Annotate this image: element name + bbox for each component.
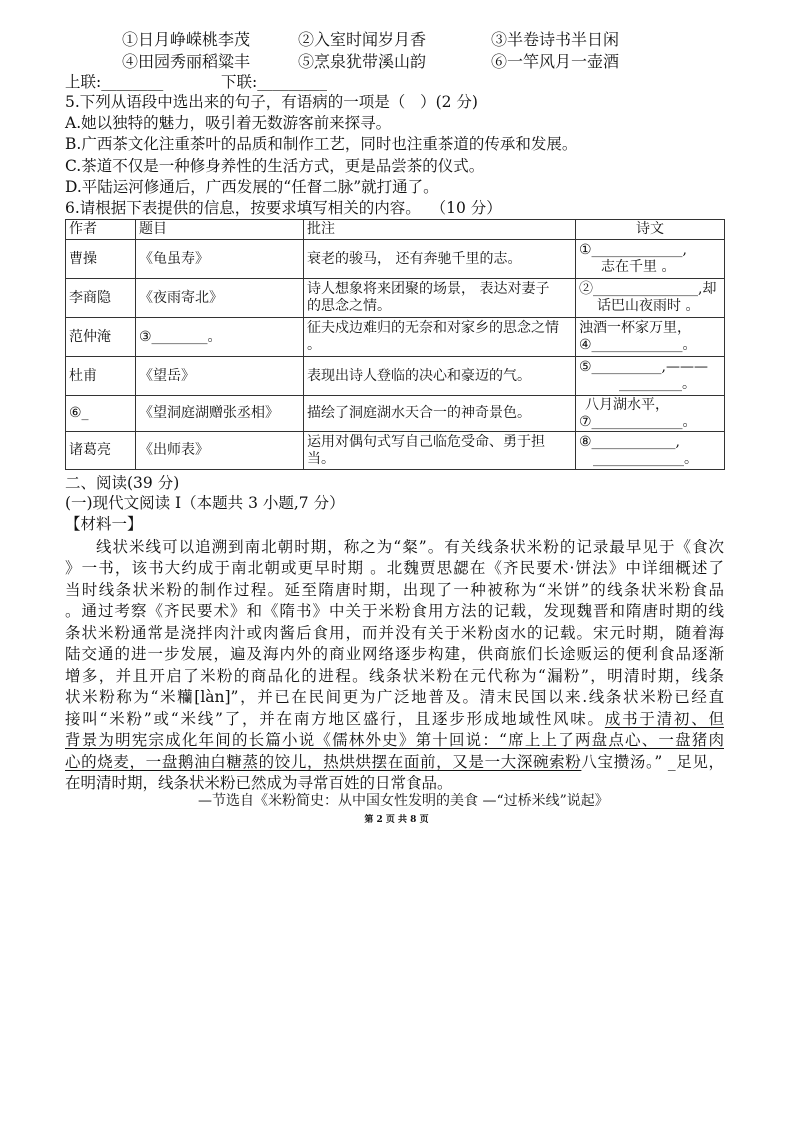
text-run: 增多，并且开启了米粉的商品化的进程。线条状米粉在元代称为“漏粉”，明清时期，线条: [65, 666, 724, 685]
paragraph-line: [65, 644, 724, 666]
note-line: 当。: [307, 450, 335, 467]
paragraph-line: [65, 558, 724, 580]
couplet-option: ⑤烹泉犹带溪山韵: [298, 52, 427, 71]
table-cell-title: 《出师表》: [136, 432, 304, 470]
table-cell-note: [304, 279, 576, 318]
text-run: 。通过考察《齐民要术》和《隋书》中关于米粉食用方法的记载，发现魏晋和隋唐时期的线: [65, 602, 724, 620]
table-cell-note: [304, 240, 576, 279]
note-line: 的思念之情。: [307, 298, 391, 314]
poem-line: 浊酒一杯家万里，: [579, 320, 691, 336]
underlined-sentence: 背景为明宪宗成化年间的长篇小说《儒林外史》第十回说：“席上上了两盘点心、一盘猪肉: [65, 731, 724, 749]
table-cell-note: [304, 318, 576, 357]
table-cell-poem: [576, 279, 725, 318]
table-header-row: [66, 220, 725, 240]
table-cell-title: 《龟虽寿》: [136, 240, 304, 279]
table-cell-note: [304, 357, 576, 396]
couplet-option: ④田园秀丽稻粱丰: [122, 52, 251, 71]
question-5-stem: 5.下列从语段中选出来的句子，有语病的一项是（ ）(2 分): [65, 93, 478, 111]
couplet-option: ②入室时闻岁月香: [298, 30, 427, 49]
table-row: [66, 318, 725, 357]
couplet-option: ⑥一竿风月一壶酒: [491, 52, 620, 71]
table-cell-author: 李商隐: [66, 279, 136, 318]
table-cell-author: ⑥_: [66, 396, 136, 432]
poem-line: _________。: [619, 376, 696, 392]
poem-line: ①_____________,: [579, 242, 688, 258]
table-row: [66, 240, 725, 279]
header-title: 题目: [136, 220, 304, 240]
poem-line: ⑦_____________。: [579, 413, 697, 430]
couplet-option: ①日月峥嵘桃李茂: [122, 30, 251, 49]
question-5-option-d: D.平陆运河修通后，广西发展的“任督二脉”就打通了。: [65, 178, 439, 196]
lower-couplet-blank: 下联:_________: [221, 73, 327, 91]
poem-line: 话巴山夜雨时 。: [597, 298, 700, 314]
table-cell-poem: [576, 240, 725, 279]
table-row: [66, 279, 725, 318]
text-run: 八宝攒汤。” _足见，: [581, 752, 724, 771]
upper-couplet-blank: 上联:________: [65, 73, 164, 91]
note-line: 表现出诗人登临的决心和豪迈的气。: [307, 367, 531, 384]
table-cell-title: 《望岳》: [136, 357, 304, 396]
table-cell-poem: [576, 318, 725, 357]
note-line: 衰老的骏马， 还有奔驰千里的志。: [307, 250, 522, 267]
table-row: [66, 357, 725, 396]
table-row: [66, 432, 725, 470]
header-note: 批注: [304, 220, 576, 240]
table-cell-poem: [576, 357, 725, 396]
note-line: 描绘了洞庭湖水天合一的神奇景色。: [307, 405, 531, 421]
paragraph-line: [65, 709, 724, 731]
paragraph-line: [65, 537, 724, 559]
poem-line: ④_____________。: [579, 337, 697, 353]
material-label: 【材料一】: [65, 515, 143, 533]
table-cell-author: 范仲淹: [66, 318, 136, 357]
text-run: 陆交通的进一步发展，遍及海内外的商业网络逐步构建，供商旅们长途贩运的便利食品逐渐: [65, 645, 724, 663]
paragraph-line: [65, 687, 724, 709]
poem-line: _____________。: [593, 450, 698, 467]
text-run: 在明清时期，线条状米粉已然成为寻常百姓的日常食品。: [65, 774, 453, 792]
table-body: [66, 240, 725, 470]
poem-line: 志在千里 。: [601, 259, 676, 275]
poem-line: 八月湖水平，: [585, 396, 669, 413]
text-run: 当时线条状米粉的制作过程。延至隋唐时期，出现了一种被称为“米饼”的线条状米粉食品: [65, 580, 724, 599]
note-line: 运用对偶句式写自己临危受命、勇于担: [307, 433, 545, 450]
question-5-option-b: B.广西茶文化注重茶叶的品质和制作工艺，同时也注重茶道的传承和发展。: [65, 135, 578, 153]
text-run: 》一书，该书大约成于南北朝或更早时期 。北魏贾思勰在《齐民要术·饼法》中详细概述了: [65, 559, 724, 577]
table-cell-title: 《望洞庭湖赠张丞相》: [136, 396, 304, 432]
text-run: 状米粉称为“米糷[làn]”，并已在民间更为广泛地普及。清末民国以来.线条状米粉已经直: [65, 688, 724, 706]
paragraph-line: [65, 623, 724, 645]
paragraph-line: [65, 666, 724, 688]
header-poem: 诗文: [576, 220, 725, 240]
paragraph-line: [65, 730, 724, 752]
note-line: 。: [307, 337, 321, 353]
text-run: 条状米粉通常是浇拌肉汁或肉酱后食用，而并没有关于米粉卤水的记载。宋元时期，随着海: [65, 623, 724, 642]
table-cell-note: [304, 396, 576, 432]
table-cell-title: ③________。: [136, 318, 304, 357]
note-line: 征夫戍边难归的无奈和对家乡的思念之情: [307, 320, 559, 336]
question-5-option-a: A.她以独特的魅力，吸引着无数游客前来探寻。: [65, 114, 392, 132]
question-5-option-c: C.茶道不仅是一种修身养性的生活方式，更是品尝茶的仪式。: [65, 157, 485, 175]
text-run: 线状米线可以追溯到南北朝时期，称之为“粲”。有关线条状米粉的记录最早见于《食次: [96, 537, 724, 556]
paragraph-line: [65, 580, 724, 602]
note-line: 诗人想象将来团聚的场景， 表达对妻子: [307, 281, 550, 297]
poem-line: ②_______________,却: [579, 281, 717, 297]
underlined-sentence: 心的烧麦，一盘鹅油白糖蒸的饺儿，热烘烘摆在面前，又是一大深碗索粉: [65, 752, 582, 771]
couplet-option: ③半卷诗书半日闲: [491, 30, 620, 49]
header-author: 作者: [66, 220, 136, 240]
text-run: 接叫“米粉”或“米线”了，并在南方地区盛行，且逐步形成地域性风味。: [65, 709, 605, 728]
question-6-stem: 6.请根据下表提供的信息，按要求填写相关的内容。 （10 分）: [65, 199, 502, 217]
table-cell-poem: [576, 432, 725, 470]
table-row: [66, 396, 725, 432]
underlined-sentence: 成书于清初、但: [604, 709, 724, 728]
table-cell-author: 诸葛亮: [66, 432, 136, 470]
section-title: 二、阅读(39 分): [65, 474, 180, 492]
subsection-title: (一)现代文阅读 I（本题共 3 小题,7 分）: [65, 494, 345, 512]
poem-line: ⑤__________,———: [579, 359, 709, 375]
poem-line: ⑧____________,: [579, 433, 681, 450]
table-cell-title: 《夜雨寄北》: [136, 279, 304, 318]
table-cell-poem: [576, 396, 725, 432]
page-number: 第 2 页 共 8 页: [364, 815, 429, 825]
source-citation: —节选自《米粉简史：从中国女性发明的美食 —“过桥米线”说起》: [198, 793, 609, 809]
paragraph-line: [65, 601, 724, 623]
table-cell-note: [304, 432, 576, 470]
table-cell-author: 杜甫: [66, 357, 136, 396]
paragraph-line: [65, 752, 724, 774]
table-cell-author: 曹操: [66, 240, 136, 279]
poem-info-table: [65, 219, 725, 470]
